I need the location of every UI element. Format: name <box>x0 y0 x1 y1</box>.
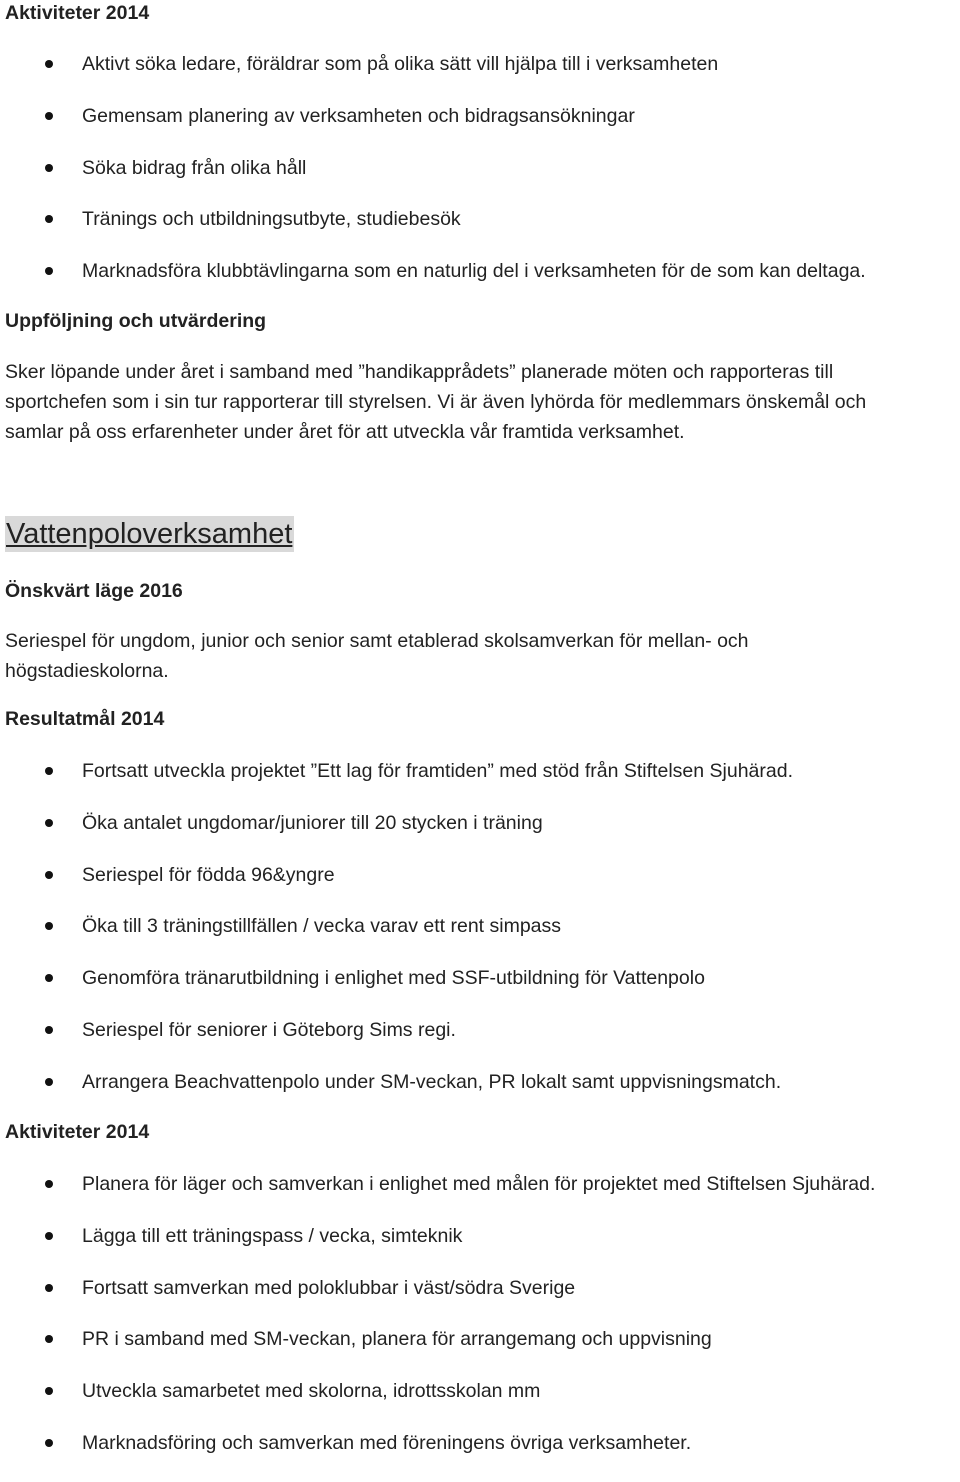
bullet-icon <box>45 1232 53 1240</box>
bullet-icon <box>45 819 53 827</box>
bullet-icon <box>45 1026 53 1034</box>
heading-desired-state: Önskvärt läge 2016 <box>5 580 183 602</box>
bullet-icon <box>45 267 53 275</box>
heading-activities-2014: Aktiviteter 2014 <box>5 2 150 24</box>
bullet-icon <box>45 215 53 223</box>
heading-followup: Uppföljning och utvärdering <box>5 310 267 332</box>
desired-paragraph: Seriespel för ungdom, junior och senior samt etablerad skolsamverkan för mellan- och högstadieskolorna. <box>5 630 749 682</box>
bullet-icon <box>45 1335 53 1343</box>
section-title: Vattenpoloverksamhet <box>6 518 293 550</box>
bullet-icon <box>45 1439 53 1447</box>
bullet-icon <box>45 974 53 982</box>
bullet-icon <box>45 60 53 68</box>
bullet-icon <box>45 164 53 172</box>
heading-activities-2014-second: Aktiviteter 2014 <box>5 1121 150 1143</box>
heading-goals: Resultatmål 2014 <box>5 708 165 730</box>
bullet-icon <box>45 1180 53 1188</box>
followup-paragraph: Sker löpande under året i samband med ”handikapprådets” planerade möten och rapporteras till sportchefen som i sin tur rapporterar till styrelsen. Vi är även lyhörda för medlemmars önskemål och samlar på oss erfarenheter under året för att utveckla vår framtida verksamhet. <box>5 361 867 443</box>
bullet-icon <box>45 767 53 775</box>
bullet-icon <box>45 1284 53 1292</box>
bullet-icon <box>45 112 53 120</box>
bullet-icon <box>45 871 53 879</box>
bullet-icon <box>45 1387 53 1395</box>
bullet-icon <box>45 1078 53 1086</box>
bullet-icon <box>45 922 53 930</box>
